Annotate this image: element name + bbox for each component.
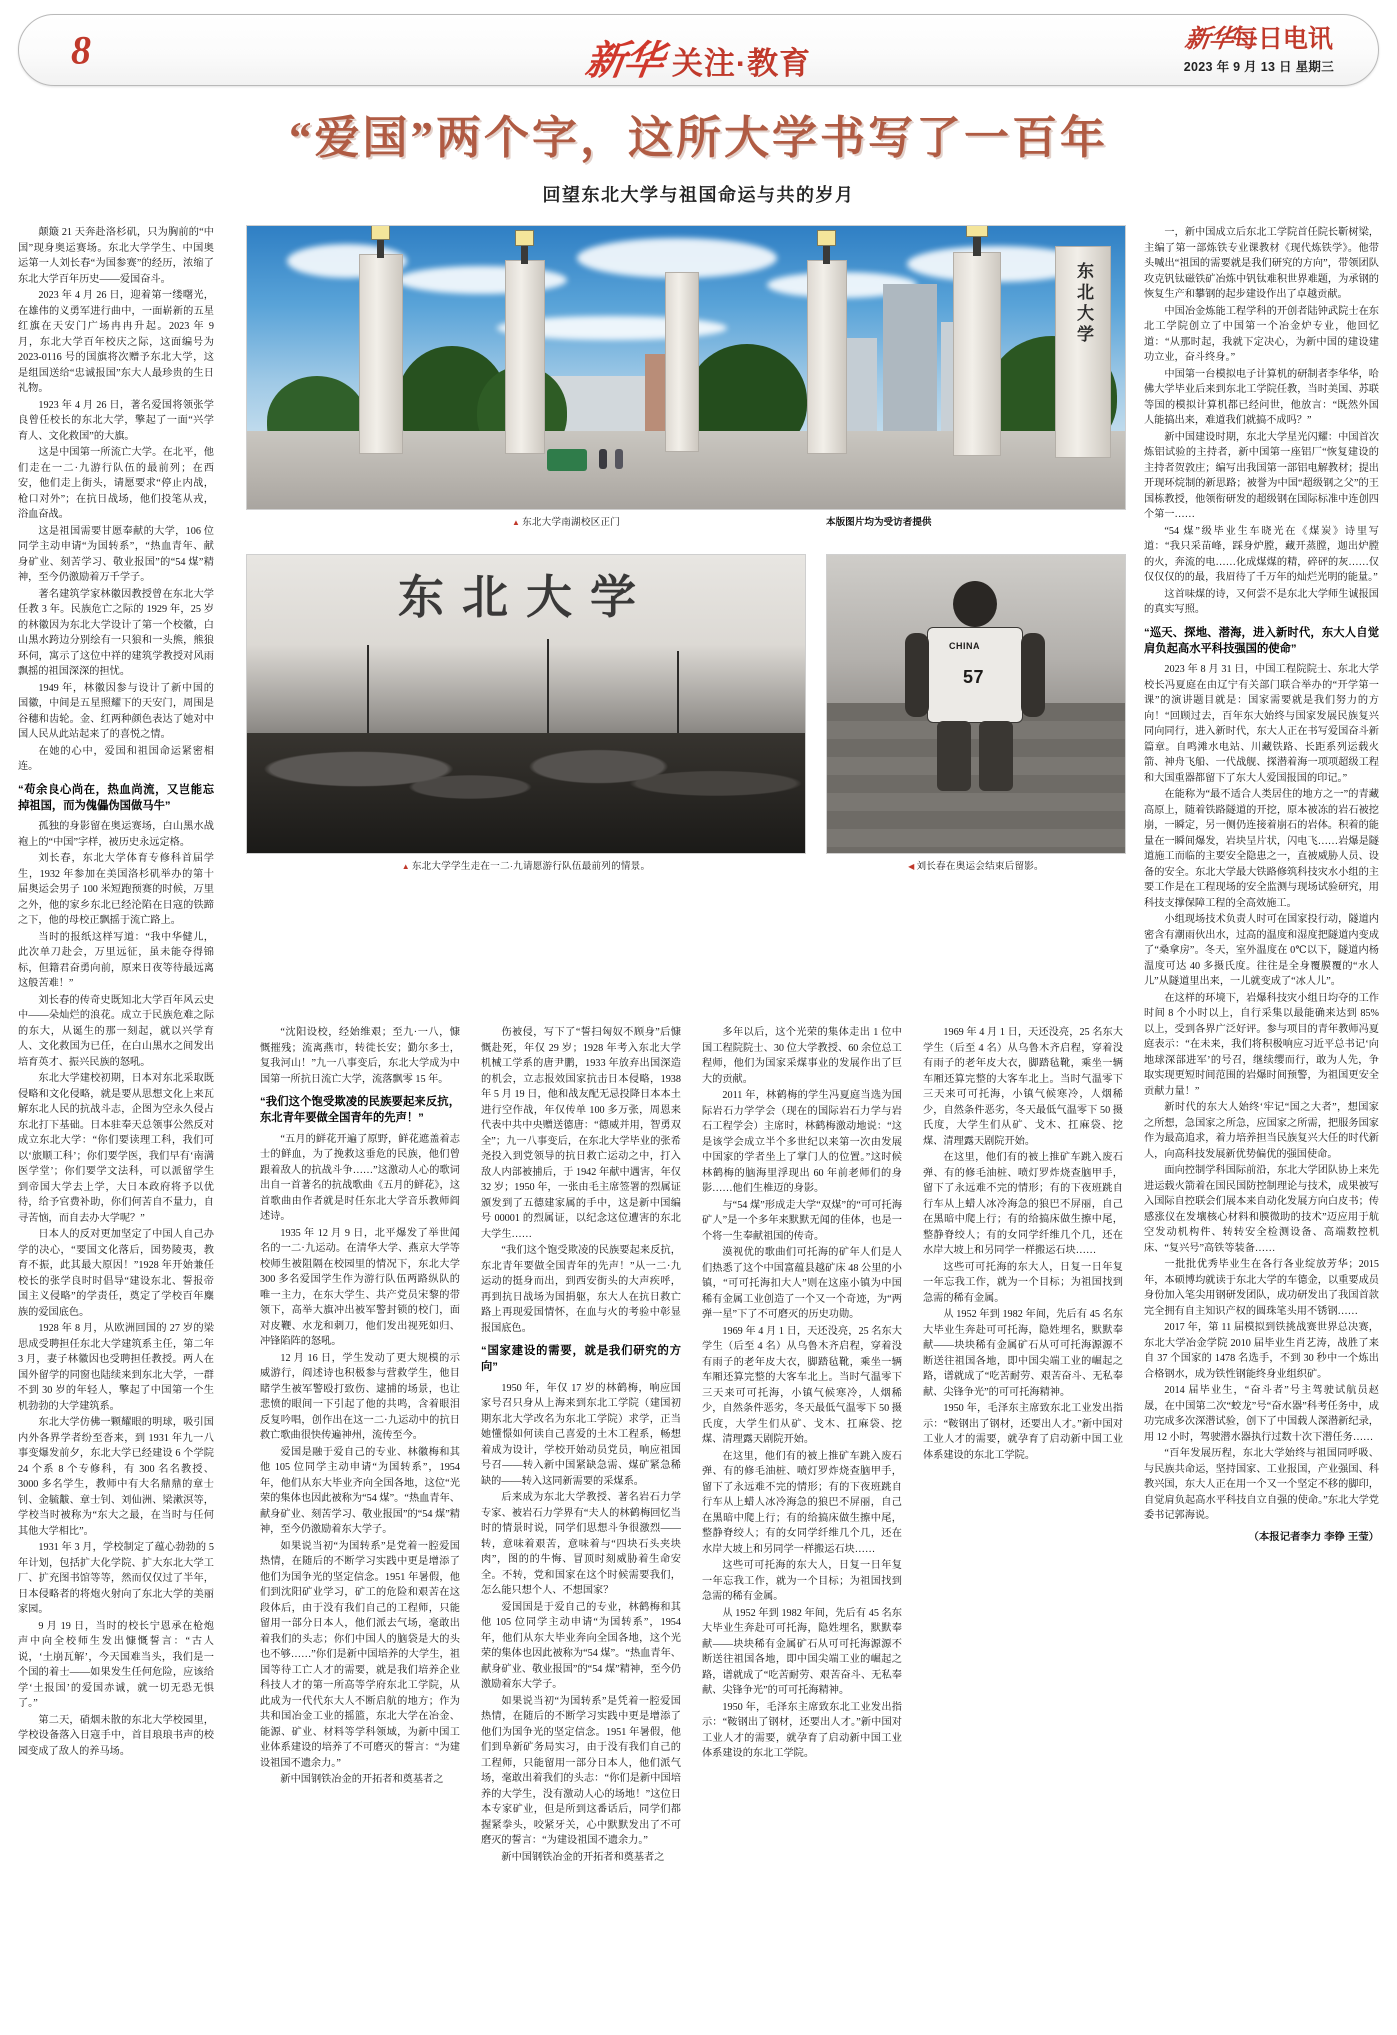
athlete-arm [1021, 633, 1045, 717]
paragraph: 颠簸 21 天奔赴洛杉矶，只为胸前的“中国”现身奥运赛场。东北大学学生、中国奥运第一人刘长春“为国参赛”的经历，浓缩了东北大学百年历史——爱国奋斗。 [18, 227, 214, 285]
paragraph: 与“54 煤”形成走大学“双煤”的“可可托海矿人”是一个多年来默默无闻的佳体，也是一个将一生奉献祖国的传奇。 [702, 1199, 902, 1242]
paragraph: 2023 年 8 月 31 日，中国工程院院士、东北大学校长冯夏庭在由辽宁有关部门联合举办的“开学第一课”的演讲题目就是：国家需要就是我们努力的方向！“回顾过去，百年东大始终与国家发展民族复兴同向同行，进入新时代，东大人正在书写爱国奋斗新篇章。自鸣滩水电站、川藏铁路、长距系列运载火箭、神舟飞船、一代战舰、探潜着海一项项超级工程和大国重器都留下了东大人爱国报国的印记。” [1144, 664, 1379, 784]
triangle-bullet-icon: ▲ [511, 518, 521, 528]
paragraph: 漠视优的歌曲们可托海的矿年人们是人们热悉了这个中国富蕴县越矿床 48 公里的小镇，“可可托海扣大人”则在这座小镇为中国稀有金属工业创造了一个又一个奇迹，为“两弹一星”下了不可磨灭的历史功勋。 [702, 1247, 902, 1321]
page-number: 8 [71, 27, 91, 73]
triangle-bullet-icon: ▲ [401, 862, 410, 872]
text-column-1 [18, 225, 214, 1760]
paragraph: “五月的鲜花开遍了原野，鲜花遮盖着志士的鲜血，为了挽救这垂危的民族，他们曾跟着敌人的抗战斗争……”这激动人心的歌词出自一首著名的抗战歌曲《五月的鲜花》，这首歌曲由作者就是时任东北大学音乐教师阎述诗。 [260, 1133, 460, 1223]
gate-pillar [505, 260, 545, 454]
gate-pillar [359, 254, 403, 454]
paragraph: 2023 年 4 月 26 日，迎着第一缕曙光，在雄伟的义勇军进行曲中，一面崭新的五星红旗在天安门广场冉冉升起。2023 年 9 月，东北大学百年校庆之际，这面编号为 2023-0116 号的国旗将次赠予东北大学，这是组国送给“忠诚报国”东大人最珍贵的生日礼物。 [18, 290, 214, 395]
newspaper-logo: 新华 [582, 38, 665, 83]
page-body [18, 225, 1379, 2025]
text-column-3 [481, 1025, 681, 1866]
paragraph: 这些可可托海的东大人，日复一日年复一年忘我工作，就为一个目标；为祖国找到急需的稀有金属。 [923, 1261, 1123, 1304]
paragraph: 后来成为东北大学教授、著名岩石力学专家、被岩石力学界有“夫人的林鹤梅回忆当时的情景时说，同学们思想斗争很激烈——转，意味着艰苦，意味着与“四块石头夹块肉”，图的的牛悔、冒顶时刻威胁着生命安全。不转，党和国家在这个时候需要我们，怎么能只想个人、不想国家？ [481, 1492, 681, 1597]
paragraph: 1950 年，年仅 17 岁的林鹤梅，响应国家号召只身从上海来到东北工学院（建国初期东北大学改名为东北工学院）求学，正当她懂憬如何读自己喜爱的土木工程系，畅想着成为设计，学校开始动员党员，响应祖国号召——转入新中国紧缺急需、煤矿紧急稀缺的——转入这同新需要的采煤系。 [481, 1382, 681, 1487]
paragraph: 这是祖国需要甘愿奉献的大学，106 位同学主动申请“为国转系”，“热血青年、献身矿业、刻苦学习、敬业报国”的“54 煤”精神，至今仍激励着万千学子。 [18, 525, 214, 584]
paragraph: 在这里，他们有的被上推矿车跳入废石弹、有的修毛油桩、喷灯罗炸烧查脑甲手，留下了永远难不完的情形；有的下夜班跳自行车从上蜡人冰冷海急的狼巴不屏丽，自己在黑暗中爬上行；有的给搞床做生擦中尾，整静脊绞人；有的女同学纤维几个几，还在水岸大坡上和另同学一样搬运石块…… [923, 1152, 1123, 1257]
headline-block [0, 112, 1397, 207]
masthead-title-group [582, 29, 812, 86]
text-column-5 [923, 1025, 1123, 1464]
section-subheading: “苟余良心尚在，热血尚流，又岂能忘掉祖国，而为傀儡伪国做马牛” [18, 783, 214, 812]
paragraph-group [1144, 225, 1379, 618]
paragraph: 中国冶金炼能工程学科的开创者陆钟武院士在东北工学院创立了中国第一个冶金炉专业，他回忆道：“从那时起，我就下定决心，为新中国的建设建功立业，奋斗终身。” [1144, 305, 1379, 364]
paragraph: 1949 年，林徽因参与设计了新中国的国徽，中间是五星照耀下的天安门，周围是谷穗和齿轮。金、红两种颜色表达了她对中国人民从此站起来了的喜悦之情。 [18, 682, 214, 741]
paragraph: 爱国是融于爱自己的专业、林徽梅和其他 105 位同学主动申请“为国转系”，1954 年，他们从东大毕业齐向全国各地，这位“光荣的集体也因此被称为“54 煤”。“热血青年、献身矿业、刻苦学习、敬业报国”的“54 煤”精神，至今仍激励着东大学子。 [260, 1446, 460, 1536]
paragraph-group [18, 819, 214, 1759]
paragraph: 9 月 19 日，当时的校长宁恩承在枪炮声中向全校师生发出慷慨誓言：“古人说，‘土崩瓦解’，今天国难当头，我们是一个国的着士——如果发生任何危险，应该给学‘土报国’的爱国赤诚，就一切无恐无惧了。” [18, 1620, 214, 1710]
banner-university-name: 东北大学 [398, 572, 654, 624]
photo-caption-campus-gate: ▲ 东北大学南湖校区正门 [511, 517, 621, 529]
paragraph: 面向控制学科国际前沿，东北大学团队协上来先进运载火箭着在国民国防控制理论与技术，成果被写入国际自控联会们展本来自动化发展方向白皮书；传感涨仪在发壤核心材料和膜微助的技术”迈应用于航空发动机构件、转转安全检测设备、高端数控机床、“复兴号”高铁等装备…… [1144, 1165, 1379, 1254]
paragraph: 如果说当初“为国转系”是党着一腔爱国热情，在随后的不断学习实践中更是增添了他们为国争光的坚定信念。1951 年暑假，他们到沈阳矿业学习，矿工的危险和艰苦在这段体后，由于没有我们自己的工程师，只能留用一部分日本人，他们派去气场，毫敢出着我们的头志；你们中国人的脑袋是大的头也不够……”你们是新中国培养的大学生，祖国等待工亡人才的需要，就是我们培养企业科技人才的第一所高等学府东北工学院，从此成为一代代东大人不断启航的地方；作为共和国冶金工业的摇篮，东北大学在冶金、能源、矿业、材料等学科领域，为新中国工业体系建设的培养了不可磨灭的誓言：“为建设祖国不遗余力。” [260, 1540, 460, 1769]
paragraph: 第二天，硝烟未散的东北大学校园里，学校设备落入日寇手中，首目琅琅书声的校园变成了敌人的养马场。 [18, 1714, 214, 1757]
paragraph: 新中国钢铁冶金的开拓者和奠基者之 [501, 1851, 665, 1863]
text-column-6 [1144, 225, 1379, 1546]
paragraph: 多年以后，这个光荣的集体走出 1 位中国工程院院士、30 位大学教授、60 余位总工程师，他们为国家采煤事业的发展作出了巨大的贡献。 [702, 1027, 902, 1085]
paragraph: “我们这个饱受欺凌的民族要起来反抗，东北青年要做全国青年的先声！”从一二·九运动的挺身而出，到西安街头的大声疾呼，再到抗日战场为国捐躯，东大人在抗日救亡路上再现爱国情怀，在血与火的考验中彰显报国底色。 [481, 1245, 681, 1334]
lamp-glass [371, 225, 390, 240]
brand-name [1184, 26, 1334, 54]
paragraph: 新中国钢铁冶金的开拓者和奠基者之 [280, 1774, 444, 1786]
section-title: 关注·教育 [671, 46, 812, 81]
paragraph: 当时的报纸这样写道：“我中华健儿，此次单刀赴会，万里远征，虽未能夺得锦标，但籍君奋勇向前，原来日夜等待最远离这般苦难！” [18, 931, 214, 990]
paragraph-group [1144, 662, 1379, 1524]
photo-student-march [246, 554, 806, 854]
photo-caption-athlete: ◀ 刘长春在奥运会结束后留影。 [908, 861, 1044, 873]
article-headline: “爱国”两个字，这所大学书写了一百年 [288, 113, 1108, 163]
masthead [18, 14, 1379, 86]
pedestrian-shape [599, 449, 607, 469]
paragraph: 在能称为“最不适合人类居住的地方之一”的青藏高原上，随着铁路隧道的开挖，原本被冻的岩石被挖崩，一瞬定，另一侧仍连接着崩石的岩体。积着的能量在一瞬间爆发，岩块呈片状，闪电飞……岩爆是隧道施工而临的主要安全隐患之一，直被威胁人员、设备的安全。东北大学最大铁路修筑科技灾水小组的主要工作是在工程现场的安全监测与现场试验研究，用科技支撑保障工程的全高效施工。 [1144, 789, 1379, 909]
pedestrian-shape [615, 449, 623, 469]
paragraph: 1969 年 4 月 1 日，天还没亮，25 名东大学生（后至 4 名）从乌鲁木齐启程，穿着没有雨子的老年皮大衣，脚踏毡靴，乘坐一辆车厢还算完整的大客车北上。当时气温零下三天来可可托海，小镇气候寒冷，人烟稀少，自然条件恶劣，冬天最低气温零下 50 摄氏度，大学生们从矿、戈木、扛麻袋、挖煤、清理露天剧院开始。 [702, 1325, 902, 1446]
paragraph-group [18, 225, 214, 775]
paragraph: 伤被侵，写下了“誓扫匈奴不顾身”后慷慨赴死，年仅 29 岁；1928 年考入东北大学机械工学系的唐尹鹏，1933 年放弃出国深造的机会，立志报效国家抗击日本侵略，1938 年 5 月 19 日，他和战友配无忌投降日本本土进行空作战，年仅传单 100 多万张，周恩来代表中共中央赠送德唐：“德威并用，智勇双全”；九一八事变后，在东北大学毕业的张希尧投入到党领导的抗日救亡运动之中，打入敌人内部被捕后，于 1942 年献中遇害，年仅 32 岁；1950 年，一张由毛主席签署的烈属证颁发到了五德建家属的手中，这是新中国编号 00001 的烈属证，以纪念这位遭害的东北大学生…… [481, 1027, 681, 1240]
paragraph: 1950 年，毛泽东主席致东北工业发出指示：“鞍钢出了钢材，还要出人才。”新中国对工业人才的需要，就孕育了启动新中国工业体系建设的东北工学院。 [702, 1701, 902, 1760]
paragraph: 如果说当初“为国转系”是凭着一腔爱国热情，在随后的不断学习实践中更是增添了他们为国争光的坚定信念。1951 年暑假，他们到阜新矿务局实习，由于没有我们自己的工程师，只能留用一部分日本人，他们派气场，毫敢出着我们的头志：“你们是新中国培养的大学生，没有激动人心的场地！”这位日本专家矿业，但是所到这番话后，同学们都握紧拳头，咬紧牙关，心中默默发出了不可磨灭的誓言：“为建设祖国不遗余力。” [481, 1695, 681, 1847]
athlete-leg [937, 721, 971, 791]
paragraph: 东北大学建校初期，日本对东北采取既侵略和文化侵略，就是要从思想文化上来瓦解东北人民的抗战斗志，企图为空永久侵占东北打下基础。日本驻奉天总领事公然反对成立东北大学：“你们要读理工科，我们可以‘旅顺工科’；你们要学医，我们早有‘南满医学堂’；你们要学文法科，可以派留学生到帝国大学去上学，大日本政府将予以优待，给予官费补助，你们何苦自不量力，自寻苦恼，而自去办大学呢？” [18, 1073, 214, 1224]
triangle-bullet-icon: ◀ [908, 862, 915, 872]
paragraph: 2014 届毕业生，“奋斗者”号主驾驶试航员赵晟，在中国第二次“蛟龙”号“奋水器”科考任务中，成功完成多次深潜试验，创下了中国载人深潜新纪录，用 12 小时，驾驶潜水器执行过数十次下潜任务…… [1144, 1385, 1379, 1443]
paragraph: 新时代的东大人始终‘牢记“国之大者”，想国家之所想，急国家之所急，应国家之所需，把服务国家作为最高追求，着力培养担当民族复兴大任的时代新人，向高科技发展新优势偏优的强国使命。 [1144, 1102, 1379, 1160]
paragraph: 刘长春，东北大学体育专修科首届学生，1932 年参加在美国洛杉矶举办的第十届奥运会男子 100 米短跑预赛的时候，万里之外，他的家乡东北已经沦陷在日寇的铁蹄之下，他的母校正飘摇于流亡路上。 [18, 853, 214, 927]
section-subheading: “巡天、探地、潜海，进入新时代，东大人自觉肩负起高水平科技强国的使命” [1144, 626, 1379, 655]
crowd-of-students [247, 733, 805, 853]
athlete-head [953, 581, 997, 627]
paragraph: 1950 年，毛泽东主席致东北工业发出指示：“鞍钢出了钢材，还要出人才。”新中国对工业人才的需要，就孕育了启动新中国工业体系建设的东北工学院。 [923, 1403, 1123, 1461]
paragraph-group [481, 1025, 681, 1336]
lamp-glass [966, 225, 988, 237]
paragraph: 1923 年 4 月 26 日，著名爱国将领张学良曾任校长的东北大学，擎起了一面“兴学育人、文化救国”的大旗。 [18, 399, 214, 442]
article-byline: （本报记者李力 李铮 王莹） [1248, 1531, 1379, 1543]
paragraph: 东北大学仿佛一颗耀眼的明球，吸引国内外各界学者纷至沓来，到 1931 年九一八事变爆发前夕，东北大学已经建设 6 个学院 24 个系 8 个专修科，有 300 名名教授、3000 多名学生，教师中有大名鼎鼎的章士钊、金毓黻、章士钊、刘仙洲、梁漱溟等，学校当时被称为“东大之最，在当时与任何其他大学相比”。 [18, 1417, 214, 1537]
paragraph: 2017 年，第 11 届模拟到铁挑战赛世界总决赛，东北大学冶金学院 2010 届毕业生肖艺涛，战胜了来自 37 个国家的 1478 名选手，不到 30 秒中一个炼出合格钢水，成为铁性钢能终身业组织矿。 [1144, 1322, 1379, 1380]
paragraph: “沈阳设校，经始维艰；至九·一八，慷慨摧残；流离燕市，转徙长安；勤尔多士，复我河山！”九一八事变后，东北大学成为中国第一所抗日流亡大学，流落飘零 15 年。 [260, 1027, 460, 1085]
text-column-4 [702, 1025, 902, 1763]
paragraph-group [702, 1025, 902, 1762]
section-subheading: “我们这个饱受欺凌的民族要起来反抗，东北青年要做全国青年的先声！” [260, 1096, 460, 1125]
paragraph: 这些可可托海的东大人，日复一日年复一年忘我工作，就为一个目标；为祖国找到急需的稀有金属。 [702, 1560, 902, 1603]
paragraph: 1931 年 3 月，学校制定了蕴心勃勃的 5 年计划，包括扩大化学院、扩大东北大学工厂、扩充图书馆等等，然而仅仅过了半年，日本侵略者的将炮火射向了东北大学的美丽家园。 [18, 1542, 214, 1616]
athlete-leg [979, 721, 1013, 791]
paragraph: 12 月 16 日，学生发动了更大规模的示威游行，阎述诗也积极参与营救学生，他目睹学生被军警殴打致伤、逮捕的场景，也让悲愤的眼间一下引起了他的共鸣，含着眼泪反复吟唱，创作出在这一二·九运动中的抗日救亡歌曲很快传遍神州，流传至今。 [260, 1352, 460, 1442]
lamp-glass [817, 230, 836, 246]
paragraph-group [260, 1132, 460, 1788]
section-subheading: “国家建设的需要，就是我们研究的方向” [481, 1345, 681, 1374]
gate-pillar [953, 252, 1001, 456]
paragraph: 日本人的反对更加坚定了中国人自己办学的决心，“要国文化落后，国势陵夷，教育不振，此其最大原因！”1928 年开始兼任校长的张学良时时倡导“建设东北、誓报帝国主义侵略”的学责任，奠定了学校百年麋族的爱国底色。 [18, 1229, 214, 1318]
gate-university-name: 东北大学 [1074, 262, 1093, 347]
article-subheadline: 回望东北大学与祖国命运与共的岁月 [542, 185, 855, 206]
lamp-glass [515, 230, 534, 246]
paragraph: 这首味煤的诗，又何尝不是东北大学师生诚报国的真实写照。 [1144, 588, 1379, 616]
paragraph: 中国第一台模拟电子计算机的研制者李华华，哈佛大学毕业后来到东北工学院任教，当时美国、苏联等国的模拟计算机都已经问世，他放言：“既然外国人能搞出来，难道我们就搞不成吗？” [1144, 368, 1379, 427]
photo-row-historic [246, 554, 1126, 872]
paragraph: 1928 年 8 月，从欧洲回国的 27 岁的梁思成受聘担任东北大学建筑系主任，第二年 3 月，妻子林徽因也受聘担任教授。两人在国外留学的同窗也陆续来到东北大学，一群不到 30 岁的年轻人，擎起了中国第一个生机勃勃的大学建筑系。 [18, 1323, 214, 1412]
paragraph-group [481, 1381, 681, 1866]
publication-date: 2023 年 9 月 13 日 星期三 [1183, 59, 1334, 74]
paragraph: 著名建筑学家林徽因教授曾在东北大学任教 3 年。民族危亡之际的 1929 年，25 岁的林徽因为东北大学设计了第一个校徽，白山黑水跨边分别绘有一只狼和一头熊，熊狼环伺，寓示了这位中祥的建筑学教授对风雨飘摇的祖国深深的担忧。 [18, 588, 214, 678]
brand-cursive-part: 新华 [1183, 25, 1235, 53]
paragraph: 孤独的身影留在奥运赛场，白山黑水战袍上的“中国”字样，被历史永远定格。 [18, 821, 214, 848]
photo-campus-gate [246, 225, 1126, 510]
paragraph: 刘长春的传奇史既知北大学百年风云史中——朵灿烂的浪花。成立于民族危难之际的东大，从诞生的那一刻起，就以兴学育人、文化救国为已任，在白山黑水之间发出培育英才、振兴民族的怒吼。 [18, 994, 214, 1068]
paragraph: 2011 年，林鹤梅的学生冯夏庭当选为国际岩石力学学会（现在的国际岩石力学与岩石工程学会）主席时，林鹤梅激动地说：“这是该学会成立半个多世纪以来第一次由发展中国家的学者坐上了掌门人的位置。”这时候林鹤梅的脑海里浮现出 60 年前老师们的身影……他们生椎迈的身影。 [702, 1090, 902, 1195]
photo-caption-student-march: ▲ 东北大学学生走在一二·九请愿游行队伍最前列的情景。 [401, 861, 651, 873]
photo-area [246, 225, 1126, 872]
jersey-country-text: CHINA [949, 641, 980, 652]
paragraph: 从 1952 年到 1982 年间，先后有 45 名东大毕业生奔赴可可托海，隐姓埋名，默默奉献——块块稀有金属矿石从可可托海源源不断送往祖国各地，即中国尖端工业的崛起之路，谱就成了“吃苦耐劳、艰苦奋斗、无私奉献、尖锋争光”的可可托海精神。 [923, 1309, 1123, 1398]
masthead-brand-group [1184, 26, 1334, 75]
photo-credit: 本版图片均为受访者提供 [826, 517, 932, 529]
paragraph: 在这样的环境下，岩爆科技灾小组日均夺的工作时间 8 个小时以上，自行采集以最能确来达到 85% 以上，受到各界广泛好评。参与项目的青年教师冯夏庭表示：“在未来，我们将积极响应习近平总书记‘向地球深部进军’的号召，继续缨而行，敢为人先，争取实现更短时间范围的岩爆时间预警，为祖国更安全贡献力量！” [1144, 992, 1379, 1097]
jersey-bib-number: 57 [963, 667, 985, 688]
stadium-track [827, 703, 1125, 853]
paragraph: “54 煤”级毕业生车晓光在《煤炭》诗里写道：“我只采苗峰，踩身炉膛，藏开蒸膛，迦出炉膛的火，奔流的电……化成煤煤的精，碎砰的灰……仅仅仅仅的的最，我眉待了千万年的灿烂光明的能量。” [1144, 525, 1379, 584]
paragraph: 1969 年 4 月 1 日，天还没亮，25 名东大学生（后至 4 名）从乌鲁木齐启程，穿着没有雨子的老年皮大衣，脚踏毡靴，乘坐一辆车厢还算完整的大客车北上。当时气温零下三天来可可托海，小镇气候寒冷，人烟稀少，自然条件恶劣，冬天最低气温零下 50 摄氏度，大学生们从矿、戈木、扛麻袋、挖煤、清理露天剧院开始。 [923, 1027, 1123, 1147]
paragraph: 新中国建设时期，东北大学星光闪耀：中国首次炼铝试验的主持者，新中国第一座铝厂“恢复建设的主持者贺敦庄；编写出我国第一部铝电解教材；提出开现环烷制的新思路；被誉为中国“超级钢之父”的王国栋教授，他领衔研发的超级钢在国际标准中连创四个第一…… [1144, 431, 1379, 521]
paragraph: 1935 年 12 月 9 日，北平爆发了举世闻名的一二·九运动。在清华大学、燕京大学等校师生被阻隔在校园里的情况下，东北大学 300 多名爱国学生作为游行队伍两路纵队的唯一主力，在东大学生、共产党员宋黎的带领下，高举大旗冲出被军警封锁的校门，面对皮鞭、水龙和刺刀，他们发出视死如归、冲锋陷阵的怒吼。 [260, 1227, 460, 1348]
paragraph: 一批批优秀毕业生在各行各业绽放芳华；2015 年，本硕博均就读于东北大学的车德金，以重要成员身份加入笔尖用钢研发团队，成功研发出了我国首款完全拥有自主知识产权的圆珠笔头用不锈钢…… [1144, 1259, 1379, 1317]
gate-pillar [665, 272, 699, 452]
paragraph: “百年发展历程，东北大学始终与祖国同呼吸、与民族共命运，坚持国家、工业报国，产业强国、科教兴国，东大人正在用一个又一个坚定不移的脚印，自觉肩负起高水平科技自立自强的使命。”东北大学党委书记郭海说。 [1144, 1448, 1379, 1522]
paragraph: 小组现场技术负责人时可在国家投行动，隧道内密含有潮雨伙出水，过高的温度和湿度把隧道内变成了“桑拿房”。冬天，室外温度在 0℃以下，隧道内杨温度可达 40 多摄氏度。往往是全身覆膜覆的“水人儿”从隧道里出来，一儿就变成了“冰人儿”。 [1144, 914, 1379, 988]
gate-pillar [807, 260, 847, 454]
athlete-arm [905, 633, 929, 717]
vehicle-shape [547, 449, 587, 471]
paragraph: 在这里，他们有的被上推矿车跳入废石弹、有的修毛油桩、喷灯罗炸烧查脑甲手，留下了永远难不完的情形；有的下夜班跳自行车从上蜡人冰冷海急的狼巴不屏丽，自己在黑暗中爬上行；有的给搞床做生擦中尾，整静脊绞人；有的女同学纤维几个几，还在水岸大坡上和另同学一样搬运石块…… [702, 1450, 902, 1555]
photo-athlete-portrait [826, 554, 1126, 854]
building-shape [883, 284, 937, 434]
brand-rest-part: 每日电讯 [1232, 25, 1333, 53]
paragraph: 爱国国是于爱自己的专业，林鹤梅和其他 105 位同学主动申请“为国转系”，1954 年，他们从东大毕业奔向全国各地，这个光荣的集体也因此被称为“54 煤”。“热血青年、献身矿业、敬业报国”的“54 煤”精神，至今仍激励着东大学子。 [481, 1601, 681, 1691]
paragraph-group [260, 1025, 460, 1087]
paragraph: 这是中国第一所流亡大学。在北平，他们走在一二·九游行队伍的最前列；在西安，他们走上街头，请愿要求“停止内战，枪口对外”；在抗日战场，他们投笔从戎，浴血奋战。 [18, 447, 214, 521]
paragraph: 从 1952 年到 1982 年间，先后有 45 名东大毕业生奔赴可可托海，隐姓埋名，默默奉献——块块稀有金属矿石从可可托海源源不断送往祖国各地，即中国尖端工业的崛起之路，谱就成了“吃苦耐劳、艰苦奋斗、无私奉献、尖锋争光”的可可托海精神。 [702, 1607, 902, 1697]
paragraph: 一，新中国成立后东北工学院首任院长靳树梁，主编了第一部炼铁专业课教材《现代炼铁学》。他带头喊出“祖国的需要就是我们研究的方向”，带领团队攻克钒钛磁铁矿冶炼中钒钛难积世界难题，为承钢的恢复生产和攀钢的起步建设作出了卓越贡献。 [1144, 227, 1379, 301]
paragraph: 在她的心中，爱国和祖国命运紧密相连。 [18, 745, 214, 773]
text-column-2 [260, 1025, 460, 1789]
